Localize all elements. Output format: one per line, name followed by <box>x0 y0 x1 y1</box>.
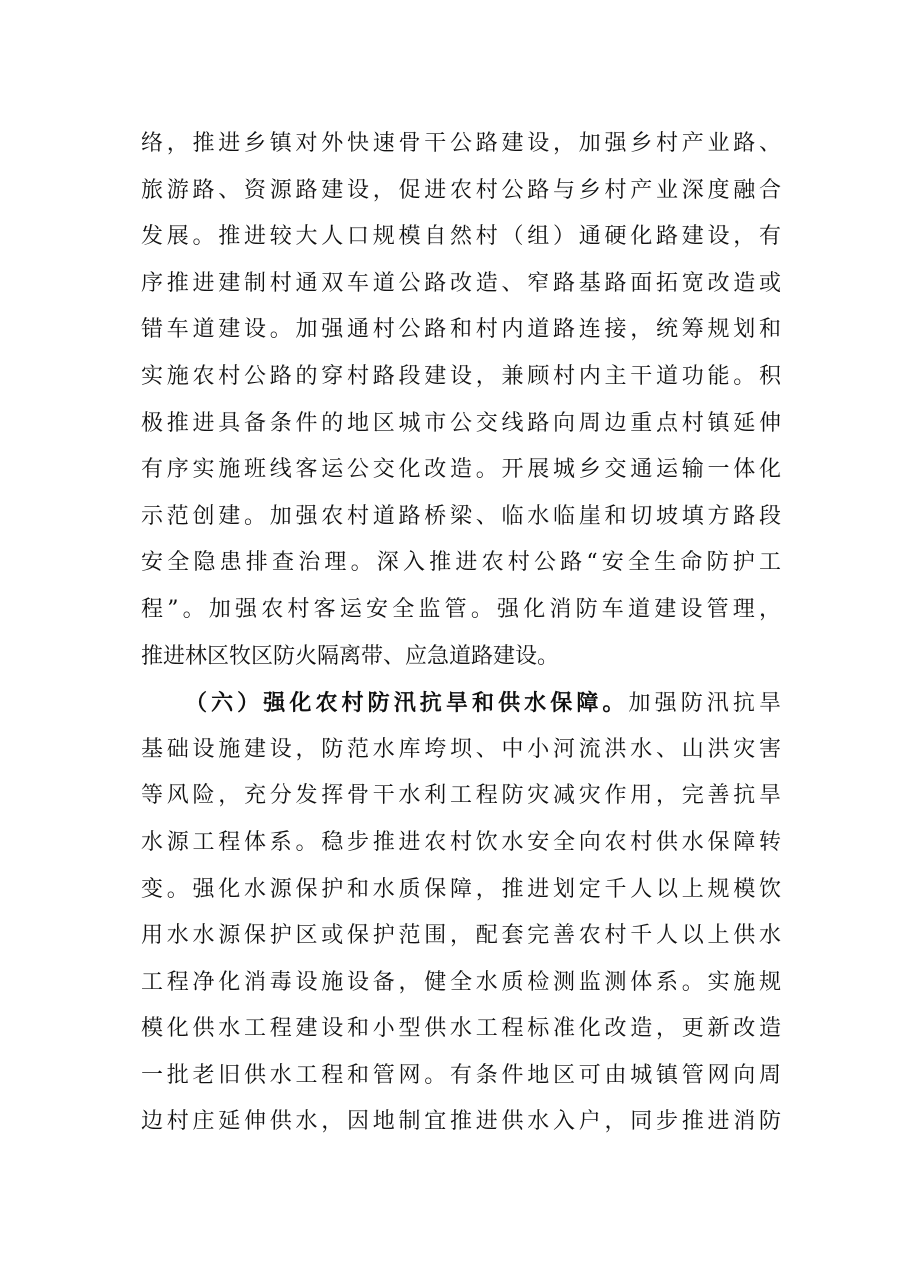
paragraph-line: 络，推进乡镇对外快速骨干公路建设，加强乡村产业路、 <box>141 131 781 156</box>
paragraph-line: 旅游路、资源路建设，促进农村公路与乡村产业深度融合 <box>141 177 781 203</box>
paragraph-line: 有序实施班线客运公交化改造。开展城乡交通运输一体化 <box>141 457 781 483</box>
paragraph-line: 实施农村公路的穿村路段建设，兼顾村内主干道功能。积 <box>141 363 781 389</box>
paragraph-line: 错车道建设。加强通村公路和村内道路连接，统筹规划和 <box>141 317 781 343</box>
paragraph-line: 发展。推进较大人口规模自然村（组）通硬化路建设，有 <box>141 224 781 250</box>
section-line: 基础设施建设，防范水库垮坝、中小河流洪水、山洪灾害 <box>141 736 781 762</box>
body-text <box>141 121 781 1146</box>
section-heading: （六）强化农村防汛抗旱和供水保障。 <box>185 690 629 717</box>
section-line: 模化供水工程建设和小型供水工程标准化改造，更新改造 <box>141 1016 781 1042</box>
section-line: 等风险，充分发挥骨干水利工程防灾减灾作用，完善抗旱 <box>141 783 781 809</box>
section-line: 水源工程体系。稳步推进农村饮水安全向农村供水保障转 <box>141 829 781 855</box>
paragraph-line: 示范创建。加强农村道路桥梁、临水临崖和切坡填方路段 <box>141 503 781 529</box>
section-line: 边村庄延伸供水，因地制宜推进供水入户，同步推进消防 <box>141 1109 781 1135</box>
section-line: 一批老旧供水工程和管网。有条件地区可由城镇管网向周 <box>141 1062 781 1088</box>
section-first-line-text: 加强防汛抗旱 <box>628 691 781 717</box>
section-first-line <box>141 680 781 727</box>
paragraph-line: 安全隐患排查治理。深入推进农村公路“安全生命防护工 <box>141 550 781 576</box>
paragraph-line: 序推进建制村通双车道公路改造、窄路基路面拓宽改造或 <box>141 270 781 296</box>
paragraph-line: 推进林区牧区防火隔离带、应急道路建设。 <box>141 643 560 669</box>
section-line: 变。强化水源保护和水质保障，推进划定千人以上规模饮 <box>141 876 781 902</box>
paragraph-line: 极推进具备条件的地区城市公交线路向周边重点村镇延伸 <box>141 410 781 436</box>
section-line: 工程净化消毒设施设备，健全水质检测监测体系。实施规 <box>141 969 781 995</box>
paragraph-line: 程”。加强农村客运安全监管。强化消防车道建设管理， <box>141 596 781 622</box>
section-line: 用水水源保护区或保护范围，配套完善农村千人以上供水 <box>141 923 781 949</box>
